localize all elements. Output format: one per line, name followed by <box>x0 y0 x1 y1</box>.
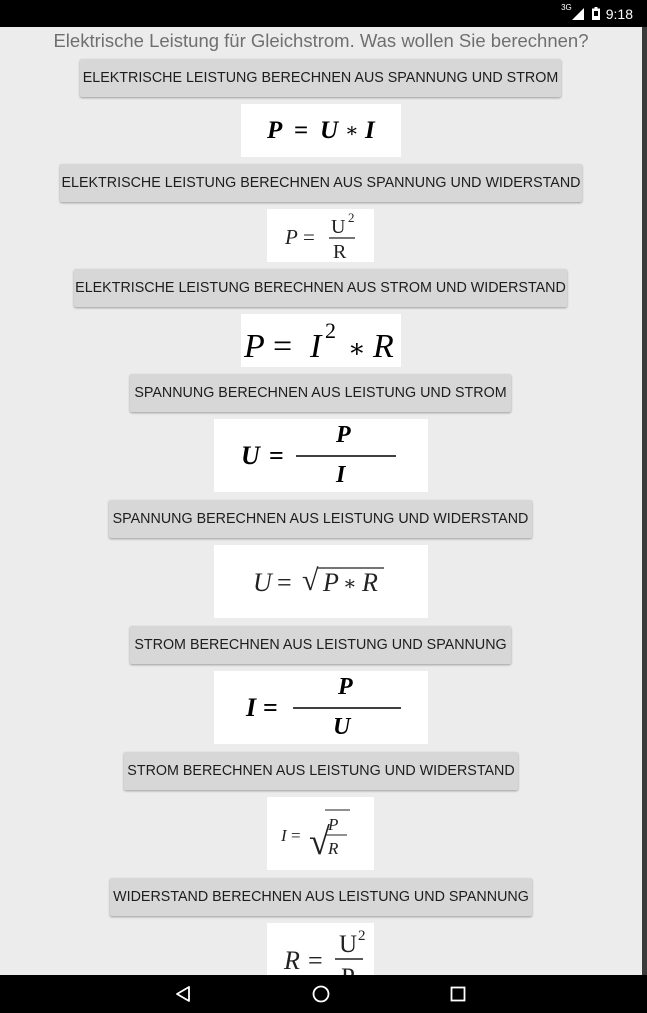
home-icon <box>311 984 331 1004</box>
formula-symbol: = <box>269 441 284 470</box>
formula-symbol: I <box>281 826 287 845</box>
formula-symbol: P <box>285 225 298 249</box>
formula-current-power-resistance <box>267 797 374 870</box>
formula-symbol: ∗ <box>348 334 366 363</box>
battery-icon <box>592 7 600 20</box>
formula-symbol: I <box>336 462 346 488</box>
recent-apps-icon <box>448 984 468 1004</box>
formula-resistance-power-voltage <box>267 923 374 979</box>
current-from-power-voltage-button[interactable]: STROM BERECHNEN AUS LEISTUNG UND SPANNUNG <box>130 626 511 664</box>
formula-symbol: = <box>263 693 278 722</box>
network-type: 3G <box>561 3 572 12</box>
formula-symbol: P <box>336 422 351 448</box>
status-bar <box>0 0 647 27</box>
formula-symbol: = <box>303 225 315 249</box>
formula-symbol: = <box>294 117 309 144</box>
calculation-chooser[interactable] <box>0 27 642 975</box>
formula-symbol: = <box>308 946 323 975</box>
formula-symbol: U <box>339 931 358 958</box>
formula-symbol: 2 <box>348 210 355 225</box>
formula-symbol: P <box>328 815 339 834</box>
voltage-from-power-resistance-button[interactable]: SPANNUNG BERECHNEN AUS LEISTUNG UND WIDERSTAND <box>109 500 532 538</box>
formula-symbol: P <box>244 328 265 365</box>
signal-icon <box>572 8 584 20</box>
voltage-from-power-current-button[interactable]: SPANNUNG BERECHNEN AUS LEISTUNG UND STROM <box>130 374 511 412</box>
recent-apps-button[interactable] <box>428 975 488 1013</box>
formula-symbol: = <box>291 826 301 845</box>
resistance-from-power-voltage-button[interactable]: WIDERSTAND BERECHNEN AUS LEISTUNG UND SPANNUNG <box>110 878 532 916</box>
formula-power-voltage-resistance <box>267 209 374 262</box>
formula-symbol: U <box>241 441 260 470</box>
page-title: Elektrische Leistung für Gleichstrom. Was wollen Sie berechnen? <box>53 30 589 51</box>
formula-symbol: P <box>338 674 353 700</box>
formula-voltage-power-resistance <box>214 545 428 618</box>
formula-symbol: P <box>323 568 339 597</box>
home-button[interactable] <box>291 975 351 1013</box>
navigation-bar <box>0 975 647 1013</box>
formula-symbol: U <box>331 216 346 238</box>
formula-symbol: ∗ <box>345 120 359 142</box>
back-icon <box>173 984 193 1004</box>
formula-symbol: R <box>284 946 300 975</box>
formula-symbol: = <box>277 568 292 597</box>
power-from-current-resistance-button[interactable]: ELEKTRISCHE LEISTUNG BERECHNEN AUS STROM UND WIDERSTAND <box>74 269 567 307</box>
back-button[interactable] <box>153 975 213 1013</box>
formula-symbol: P <box>267 117 283 144</box>
formula-symbol: I <box>310 328 322 365</box>
formula-voltage-power-current <box>214 419 428 492</box>
scrollbar[interactable] <box>642 27 647 975</box>
formula-power-voltage-current <box>241 104 401 157</box>
formula-symbol: I <box>365 117 375 144</box>
clock: 9:18 <box>605 5 633 22</box>
formula-symbol: √ <box>309 821 330 863</box>
formula-symbol: 2 <box>358 928 366 944</box>
current-from-power-resistance-button[interactable]: STROM BERECHNEN AUS LEISTUNG UND WIDERSTAND <box>124 752 518 790</box>
formula-symbol: U <box>253 568 272 597</box>
formula-symbol: ∗ <box>343 573 357 595</box>
formula-symbol: R <box>333 241 347 263</box>
power-from-voltage-resistance-button[interactable]: ELEKTRISCHE LEISTUNG BERECHNEN AUS SPANNUNG UND WIDERSTAND <box>60 164 582 202</box>
formula-symbol: I <box>246 693 257 722</box>
formula-current-power-voltage <box>214 671 428 744</box>
formula-symbol: = <box>273 328 293 365</box>
formula-power-current-resistance <box>241 314 401 367</box>
formula-symbol: 2 <box>325 318 336 343</box>
formula-symbol: U <box>320 117 339 144</box>
formula-symbol: √ <box>302 564 319 597</box>
formula-symbol: R <box>373 328 394 365</box>
formula-symbol: R <box>328 839 339 858</box>
power-from-voltage-current-button[interactable]: ELEKTRISCHE LEISTUNG BERECHNEN AUS SPANNUNG UND STROM <box>80 59 561 97</box>
formula-symbol: U <box>333 714 351 740</box>
formula-symbol: R <box>362 568 378 597</box>
